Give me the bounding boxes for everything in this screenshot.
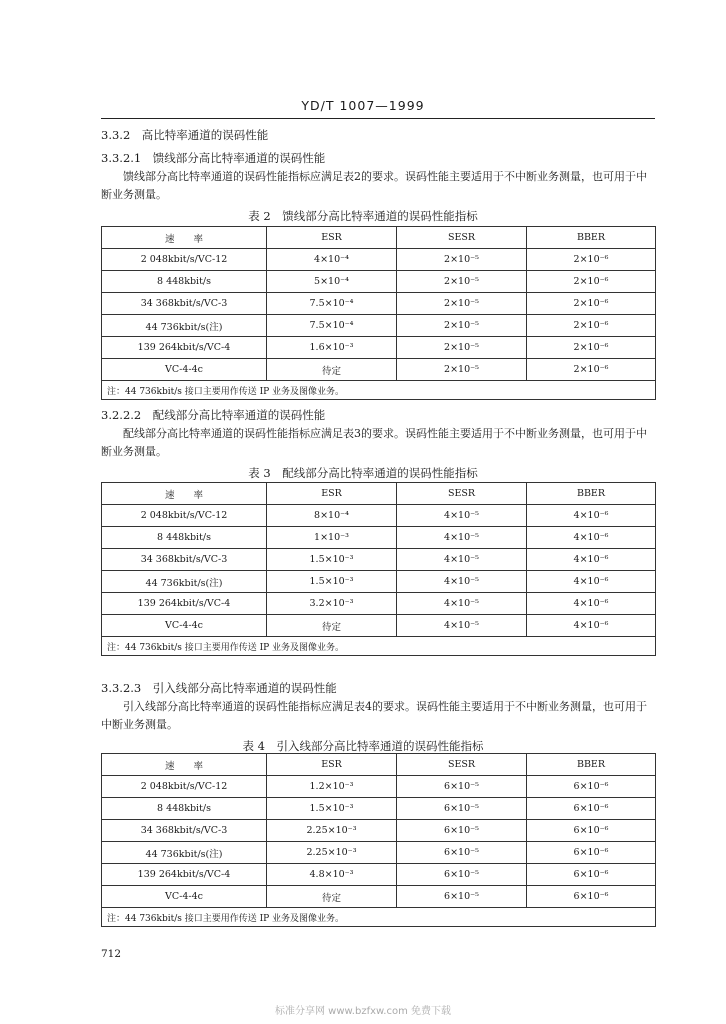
table-row — [102, 337, 656, 359]
value-cell: 6×10⁻⁵ — [397, 864, 527, 886]
value-cell: 1.2×10⁻³ — [267, 776, 397, 798]
table-row — [102, 527, 656, 549]
value-cell: 待定 — [267, 886, 397, 908]
column-header: ESR — [267, 754, 397, 776]
rate-cell: 2 048kbit/s/VC-12 — [102, 505, 267, 527]
table-row — [102, 505, 656, 527]
rate-cell: 34 368kbit/s/VC-3 — [102, 293, 267, 315]
value-cell: 7.5×10⁻⁴ — [267, 315, 397, 337]
column-header: ESR — [267, 227, 397, 249]
value-cell: 6×10⁻⁶ — [527, 776, 656, 798]
table-note-row — [102, 381, 656, 400]
table-note: 注：44 736kbit/s 接口主要用作传送 IP 业务及图像业务。 — [102, 908, 656, 927]
watermark: 标准分享网 www.bzfxw.com 免费下载 — [275, 1006, 451, 1017]
value-cell: 2×10⁻⁶ — [527, 359, 656, 381]
table-row — [102, 798, 656, 820]
value-cell: 2×10⁻⁵ — [397, 337, 527, 359]
rate-cell: 139 264kbit/s/VC-4 — [102, 864, 267, 886]
value-cell: 5×10⁻⁴ — [267, 271, 397, 293]
value-cell: 4.8×10⁻³ — [267, 864, 397, 886]
rate-cell: 139 264kbit/s/VC-4 — [102, 593, 267, 615]
paragraph-drop: 引入线部分高比特率通道的误码性能指标应满足表4的要求。误码性能主要适用于不中断业务测量，也可用于中断业务测量。 — [101, 700, 647, 731]
value-cell: 6×10⁻⁵ — [397, 842, 527, 864]
value-cell: 待定 — [267, 359, 397, 381]
table-row — [102, 886, 656, 908]
paragraph-distribution: 配线部分高比特率通道的误码性能指标应满足表3的要求。误码性能主要适用于不中断业务测量，也可用于中断业务测量。 — [101, 427, 647, 458]
heading-3-3-2-3: 3.3.2.3 引入线部分高比特率通道的误码性能 — [101, 681, 337, 695]
rate-cell: 139 264kbit/s/VC-4 — [102, 337, 267, 359]
table-3 — [101, 482, 656, 656]
heading-3-3-2-1: 3.3.2.1 馈线部分高比特率通道的误码性能 — [101, 151, 326, 165]
value-cell: 8×10⁻⁴ — [267, 505, 397, 527]
table-row — [102, 571, 656, 593]
value-cell: 4×10⁻⁵ — [397, 571, 527, 593]
value-cell: 1.5×10⁻³ — [267, 549, 397, 571]
table-row — [102, 293, 656, 315]
table-2 — [101, 226, 656, 400]
value-cell: 4×10⁻⁶ — [527, 505, 656, 527]
value-cell: 1×10⁻³ — [267, 527, 397, 549]
value-cell: 2×10⁻⁶ — [527, 315, 656, 337]
table-row — [102, 593, 656, 615]
table-row — [102, 842, 656, 864]
value-cell: 6×10⁻⁶ — [527, 820, 656, 842]
table-note: 注：44 736kbit/s 接口主要用作传送 IP 业务及图像业务。 — [102, 637, 656, 656]
heading-3-3-2: 3.3.2 高比特率通道的误码性能 — [101, 128, 269, 142]
column-header: BBER — [527, 754, 656, 776]
value-cell: 1.6×10⁻³ — [267, 337, 397, 359]
table-row — [102, 271, 656, 293]
value-cell: 2×10⁻⁵ — [397, 249, 527, 271]
rate-cell: 34 368kbit/s/VC-3 — [102, 820, 267, 842]
column-header: 速 率 — [102, 483, 267, 505]
value-cell: 4×10⁻⁶ — [527, 571, 656, 593]
value-cell: 2.25×10⁻³ — [267, 820, 397, 842]
value-cell: 4×10⁻⁵ — [397, 593, 527, 615]
value-cell: 2×10⁻⁶ — [527, 293, 656, 315]
header-rule — [101, 118, 655, 119]
column-header: 速 率 — [102, 754, 267, 776]
table-header-row — [102, 227, 656, 249]
value-cell: 3.2×10⁻³ — [267, 593, 397, 615]
rate-cell: VC-4-4c — [102, 615, 267, 637]
value-cell: 2×10⁻⁶ — [527, 249, 656, 271]
value-cell: 6×10⁻⁶ — [527, 798, 656, 820]
value-cell: 2.25×10⁻³ — [267, 842, 397, 864]
value-cell: 4×10⁻⁶ — [527, 593, 656, 615]
value-cell: 1.5×10⁻³ — [267, 798, 397, 820]
table-4 — [101, 753, 656, 927]
table-note-row — [102, 908, 656, 927]
value-cell: 2×10⁻⁶ — [527, 271, 656, 293]
rate-cell: VC-4-4c — [102, 886, 267, 908]
value-cell: 1.5×10⁻³ — [267, 571, 397, 593]
table-row — [102, 549, 656, 571]
table-row — [102, 820, 656, 842]
rate-cell: 44 736kbit/s(注) — [102, 315, 267, 337]
rate-cell: 44 736kbit/s(注) — [102, 571, 267, 593]
value-cell: 6×10⁻⁶ — [527, 842, 656, 864]
table-note: 注：44 736kbit/s 接口主要用作传送 IP 业务及图像业务。 — [102, 381, 656, 400]
table-note-row — [102, 637, 656, 656]
value-cell: 7.5×10⁻⁴ — [267, 293, 397, 315]
rate-cell: VC-4-4c — [102, 359, 267, 381]
value-cell: 6×10⁻⁵ — [397, 886, 527, 908]
column-header: BBER — [527, 483, 656, 505]
value-cell: 4×10⁻⁵ — [397, 527, 527, 549]
table-header-row — [102, 754, 656, 776]
value-cell: 2×10⁻⁵ — [397, 293, 527, 315]
value-cell: 2×10⁻⁵ — [397, 359, 527, 381]
table-row — [102, 249, 656, 271]
value-cell: 6×10⁻⁵ — [397, 798, 527, 820]
column-header: SESR — [397, 754, 527, 776]
value-cell: 2×10⁻⁵ — [397, 315, 527, 337]
value-cell: 6×10⁻⁵ — [397, 820, 527, 842]
table-row — [102, 864, 656, 886]
column-header: SESR — [397, 483, 527, 505]
value-cell: 4×10⁻⁵ — [397, 615, 527, 637]
value-cell: 2×10⁻⁶ — [527, 337, 656, 359]
table-row — [102, 315, 656, 337]
value-cell: 6×10⁻⁶ — [527, 864, 656, 886]
rate-cell: 2 048kbit/s/VC-12 — [102, 249, 267, 271]
value-cell: 6×10⁻⁶ — [527, 886, 656, 908]
table-4-caption: 表 4 引入线部分高比特率通道的误码性能指标 — [242, 739, 484, 753]
table-header-row — [102, 483, 656, 505]
value-cell: 4×10⁻⁶ — [527, 527, 656, 549]
value-cell: 6×10⁻⁵ — [397, 776, 527, 798]
rate-cell: 8 448kbit/s — [102, 527, 267, 549]
value-cell: 2×10⁻⁵ — [397, 271, 527, 293]
page-header: YD/T 1007—1999 — [301, 98, 425, 113]
column-header: ESR — [267, 483, 397, 505]
value-cell: 4×10⁻⁵ — [397, 549, 527, 571]
table-3-caption: 表 3 配线部分高比特率通道的误码性能指标 — [248, 466, 478, 480]
rate-cell: 8 448kbit/s — [102, 798, 267, 820]
value-cell: 待定 — [267, 615, 397, 637]
page-number: 712 — [101, 948, 122, 960]
column-header: SESR — [397, 227, 527, 249]
value-cell: 4×10⁻⁵ — [397, 505, 527, 527]
table-row — [102, 359, 656, 381]
table-row — [102, 776, 656, 798]
value-cell: 4×10⁻⁶ — [527, 549, 656, 571]
column-header: BBER — [527, 227, 656, 249]
rate-cell: 44 736kbit/s(注) — [102, 842, 267, 864]
table-row — [102, 615, 656, 637]
value-cell: 4×10⁻⁶ — [527, 615, 656, 637]
value-cell: 4×10⁻⁴ — [267, 249, 397, 271]
paragraph-feeder: 馈线部分高比特率通道的误码性能指标应满足表2的要求。误码性能主要适用于不中断业务测量，也可用于中断业务测量。 — [101, 170, 647, 201]
rate-cell: 2 048kbit/s/VC-12 — [102, 776, 267, 798]
heading-3-2-2-2: 3.2.2.2 配线部分高比特率通道的误码性能 — [101, 408, 326, 422]
rate-cell: 8 448kbit/s — [102, 271, 267, 293]
column-header: 速 率 — [102, 227, 267, 249]
rate-cell: 34 368kbit/s/VC-3 — [102, 549, 267, 571]
table-2-caption: 表 2 馈线部分高比特率通道的误码性能指标 — [248, 209, 478, 223]
